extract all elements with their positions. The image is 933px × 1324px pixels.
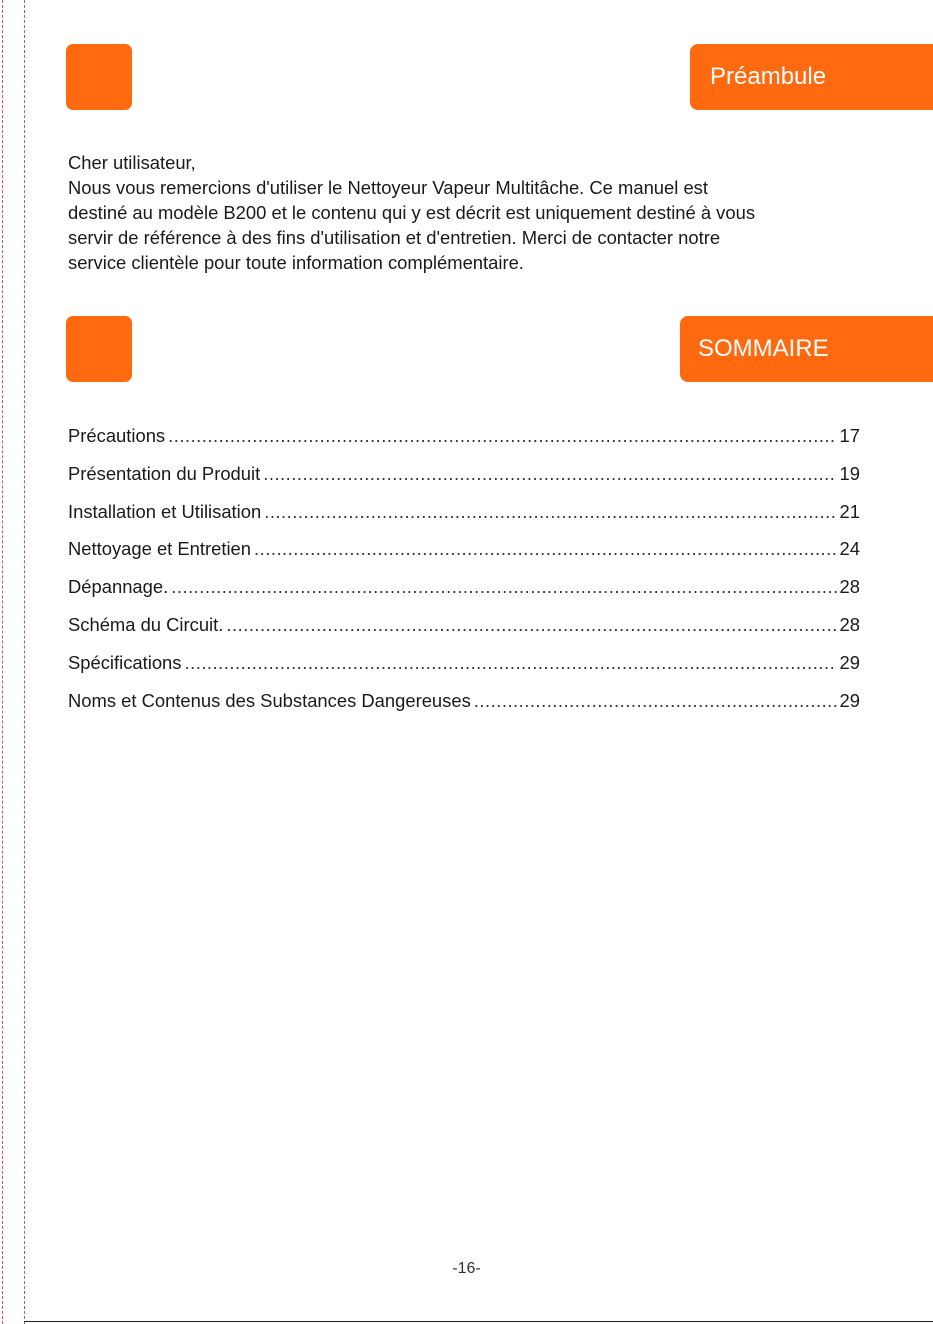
section-marker-square (66, 316, 132, 382)
toc-entry-title: Présentation du Produit (68, 462, 261, 484)
cut-line-right (24, 0, 25, 1324)
toc-entry-title: Noms et Contenus des Substances Dangereuses (68, 689, 471, 711)
toc-entry-page: 17 (839, 425, 860, 446)
toc-entry[interactable] (68, 688, 860, 726)
toc-leader-dots (226, 612, 836, 638)
toc-entry-page: 19 (839, 462, 860, 484)
preamble-line: destiné au modèle B200 et le contenu qui y est décrit est uniquement destiné à vous (68, 202, 756, 223)
toc-leader-dots (168, 423, 836, 449)
preamble-text (68, 150, 868, 275)
preamble-tab-label: Préambule (710, 63, 827, 90)
toc-entry[interactable] (68, 461, 860, 499)
toc-entry-page: 21 (839, 500, 860, 522)
cut-line-left (2, 0, 3, 1324)
toc-entry-page: 28 (839, 576, 860, 598)
toc-entry-title: Précautions (68, 425, 166, 446)
toc-entry[interactable] (68, 536, 860, 574)
toc-leader-dots (184, 650, 836, 676)
toc-entry-title: Dépannage. (68, 576, 169, 598)
toc-entry[interactable] (68, 612, 860, 650)
section-marker-square (66, 44, 132, 110)
preamble-line: service clientèle pour toute information complémentaire. (68, 252, 524, 273)
preamble-line: Nous vous remercions d'utiliser le Nettoyeur Vapeur Multitâche. Ce manuel est (68, 177, 708, 198)
toc-leader-dots (254, 536, 837, 562)
toc-entry-page: 29 (839, 689, 860, 711)
summary-tab-label: SOMMAIRE (698, 335, 829, 362)
page-number: -16- (452, 1260, 481, 1277)
toc-entry[interactable] (68, 574, 860, 612)
preamble-line: servir de référence à des fins d'utilisation et d'entretien. Merci de contacter notre (68, 227, 721, 248)
toc-leader-dots (264, 499, 836, 525)
preamble-tab (690, 44, 933, 110)
toc-entry-page: 28 (839, 613, 860, 635)
toc-entry-title: Spécifications (68, 651, 182, 673)
toc-entry-title: Schéma du Circuit. (68, 613, 224, 635)
toc-leader-dots (171, 574, 836, 600)
bottom-rule (24, 1321, 933, 1322)
toc-leader-dots (474, 688, 837, 714)
toc-entry[interactable] (68, 423, 860, 461)
table-of-contents (68, 423, 860, 725)
summary-tab (680, 316, 933, 382)
toc-leader-dots (263, 461, 836, 487)
toc-entry-title: Nettoyage et Entretien (68, 538, 251, 560)
toc-entry-title: Installation et Utilisation (68, 500, 262, 522)
toc-entry-page: 24 (839, 538, 860, 560)
preamble-line: Cher utilisateur, (68, 152, 196, 173)
toc-entry[interactable] (68, 650, 860, 688)
toc-entry[interactable] (68, 499, 860, 537)
toc-entry-page: 29 (839, 651, 860, 673)
